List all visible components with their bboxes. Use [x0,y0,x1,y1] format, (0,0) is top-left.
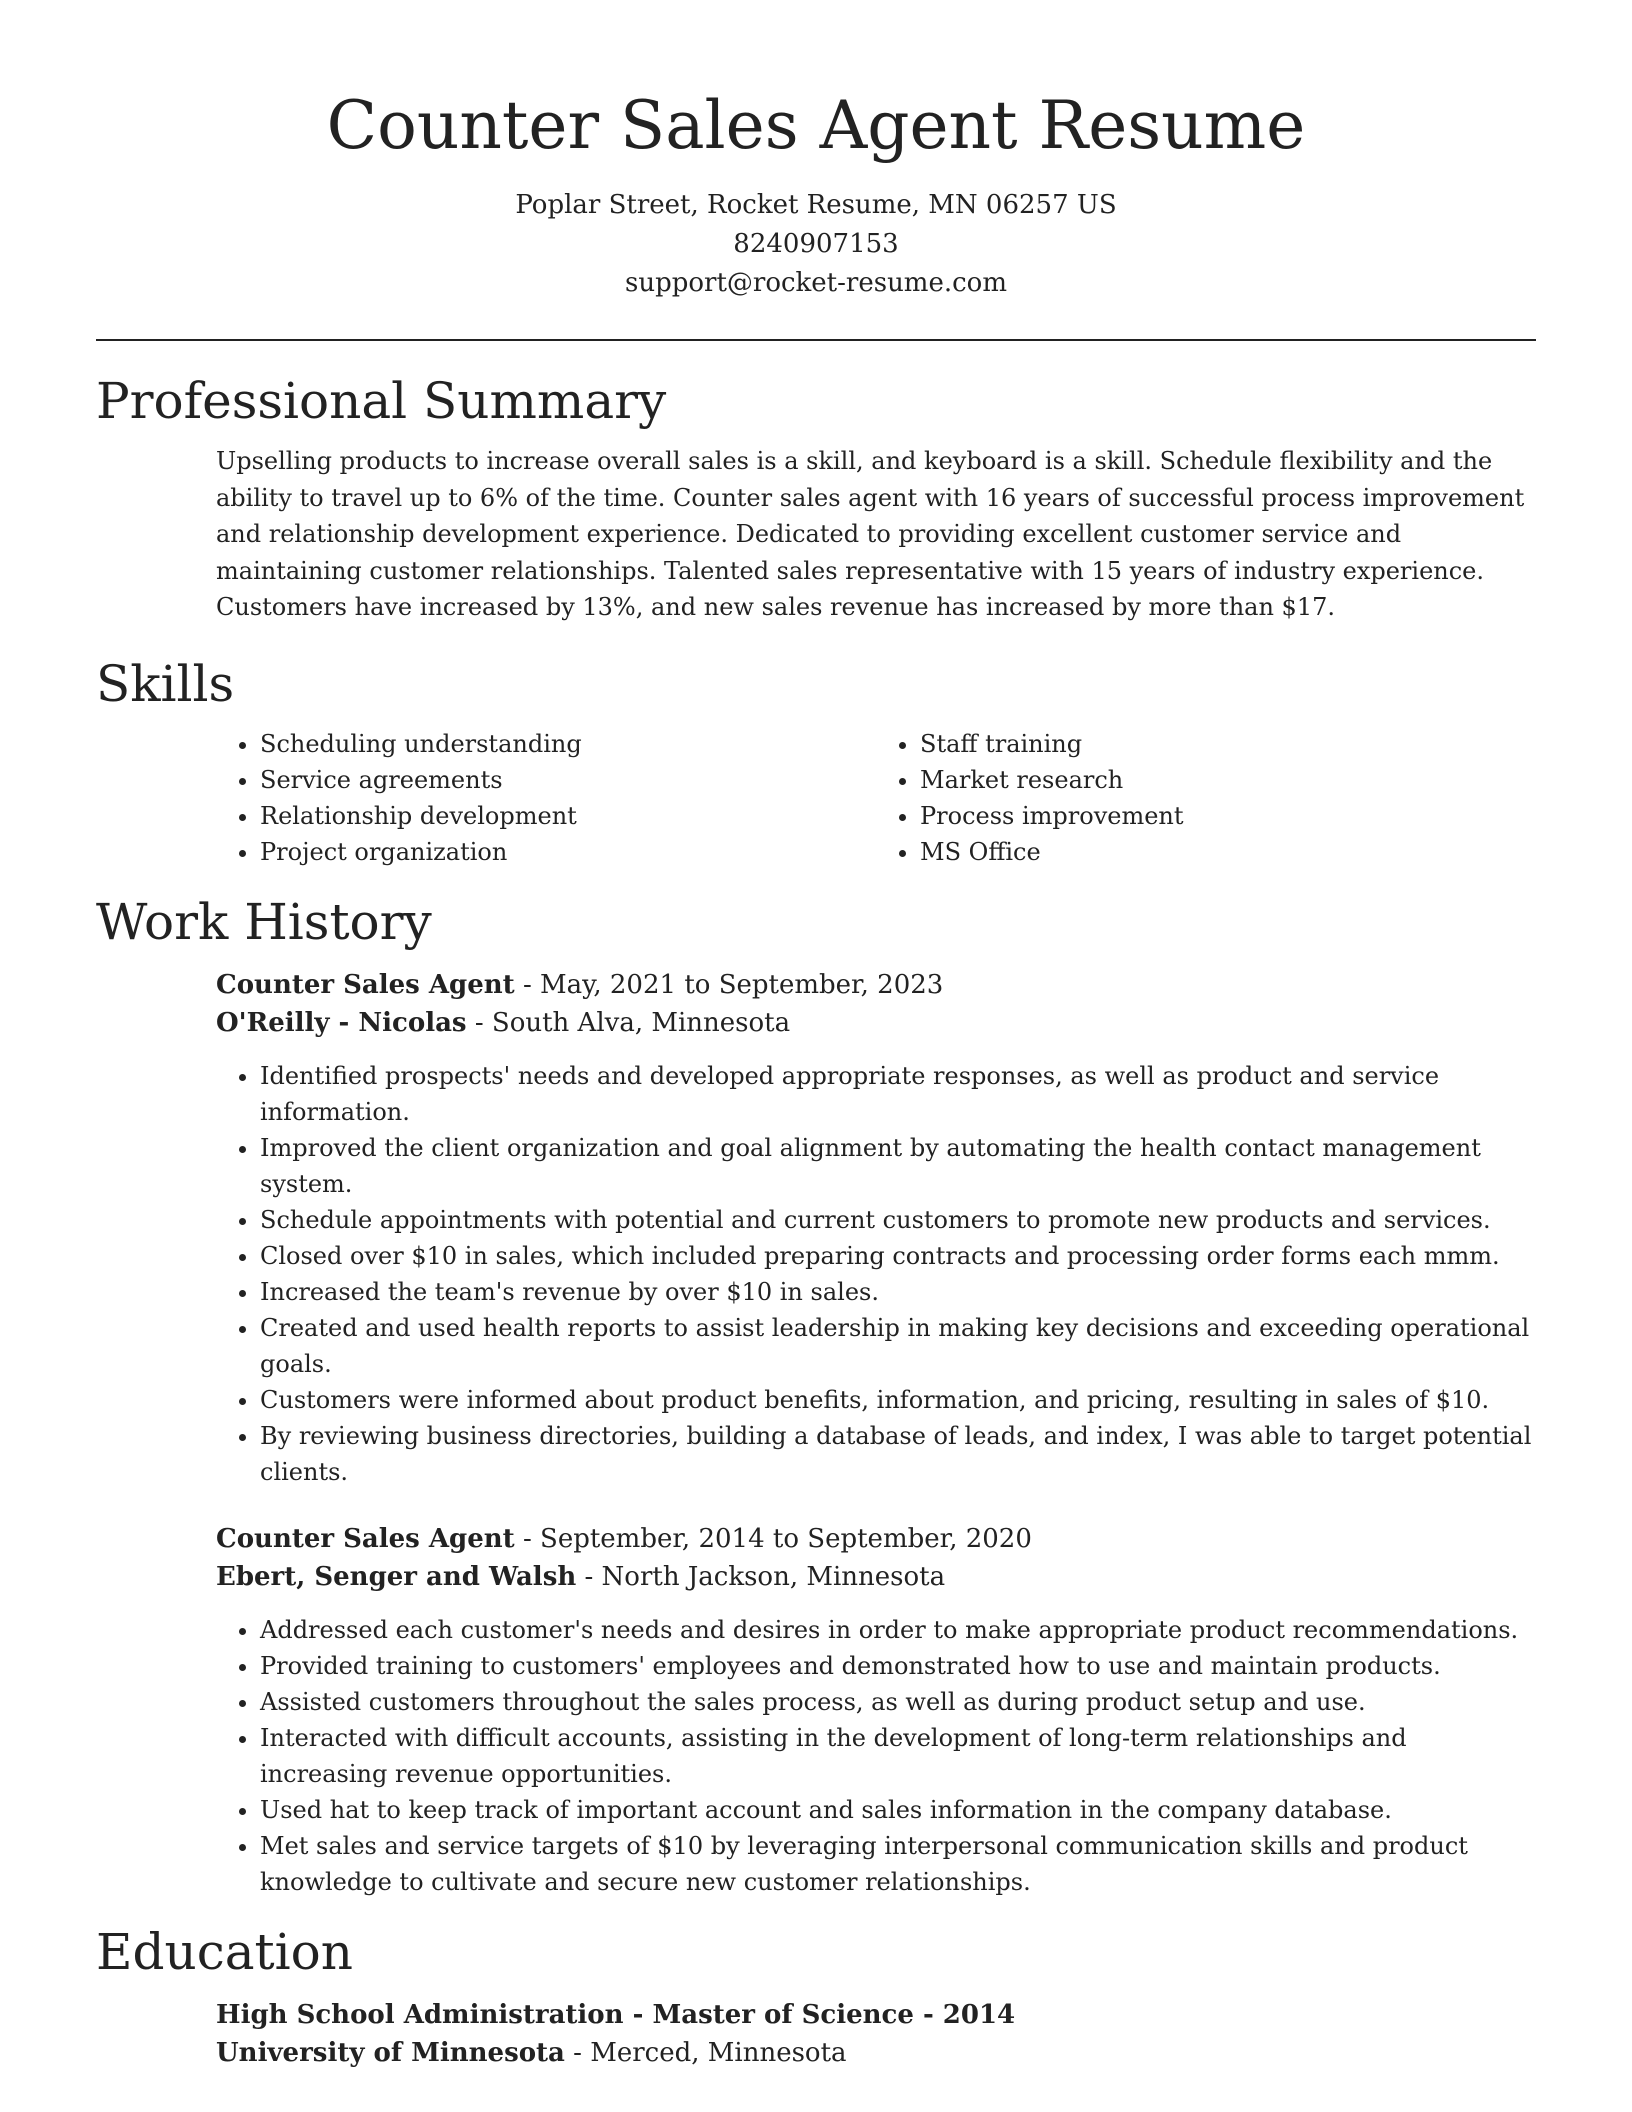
education-location: - Merced, Minnesota [564,2037,847,2068]
skill-item: • Scheduling understanding [260,726,876,762]
summary-section [96,371,1536,626]
job-bullet: • Identified prospects' needs and developed appropriate responses, as well as product and service information. [260,1058,1536,1130]
skill-item: • Project organization [260,834,876,870]
skills-heading: Skills [96,654,235,713]
job-bullet: • Used hat to keep track of important account and sales information in the company database. [260,1792,1536,1828]
resume-header [96,0,1536,303]
phone-number: 8240907153 [733,229,899,259]
job-dates: - September, 2014 to September, 2020 [514,1523,1032,1554]
skills-columns [216,726,1536,870]
job-bullet: • Increased the team's revenue by over $10 in sales. [260,1274,1536,1310]
education-degree: High School Administration - Master of Science - 2014 [216,1999,1016,2030]
job-bullets [216,1058,1536,1490]
skills-list-right [876,726,1536,870]
job-company-line [216,1004,1536,1042]
skills-list-left [216,726,876,870]
job-bullets [216,1612,1536,1900]
job-title: Counter Sales Agent [216,1523,515,1554]
job-entry [216,1520,1536,1900]
skill-item: • Relationship development [260,798,876,834]
job-entry [216,966,1536,1490]
job-bullet: • By reviewing business directories, building a database of leads, and index, I was able to target potential clients. [260,1418,1536,1490]
summary-text: Upselling products to increase overall sales is a skill, and keyboard is a skill. Schedule flexibility and the ability to travel up to 6% of the time. Counter sales agent with 16 years of successful process improvement and relationship development experience. Dedicated to providing excellent customer service and maintaining customer relationships. Talented sales representative with 15 years of industry experience. Customers have increased by 13%, and new sales revenue has increased by more than $17. [216,447,1525,621]
job-bullet: • Created and used health reports to assist leadership in making key decisions and exceeding operational goals. [260,1310,1536,1382]
skill-item: • Market research [920,762,1536,798]
skill-item: • Process improvement [920,798,1536,834]
job-bullet: • Closed over $10 in sales, which included preparing contracts and processing order forms each mmm. [260,1238,1536,1274]
job-company-line [216,1558,1536,1596]
education-degree-line [216,1996,1536,2034]
education-school-line [216,2034,1536,2072]
education-heading: Education [96,1922,353,1981]
job-title-line [216,1520,1536,1558]
address: Poplar Street, Rocket Resume, MN 06257 US [515,190,1117,220]
skill-item: • Service agreements [260,762,876,798]
job-location: - South Alva, Minnesota [466,1007,791,1038]
job-company: Ebert, Senger and Walsh [216,1561,577,1592]
job-bullet: • Improved the client organization and goal alignment by automating the health contact management system. [260,1130,1536,1202]
resume-title: Counter Sales Agent Resume [326,87,1306,164]
skill-item: • Staff training [920,726,1536,762]
job-bullet: • Schedule appointments with potential and current customers to promote new products and services. [260,1202,1536,1238]
summary-heading: Professional Summary [96,372,667,430]
skill-item: • MS Office [920,834,1536,870]
job-bullet: • Interacted with difficult accounts, assisting in the development of long-term relationships and increasing revenue opportunities. [260,1720,1536,1792]
job-company: O'Reilly - Nicolas [216,1007,467,1038]
work-history-heading: Work History [96,892,432,951]
header-divider [96,339,1536,341]
job-bullet: • Met sales and service targets of $10 by leveraging interpersonal communication skills and product knowledge to cultivate and secure new customer relationships. [260,1828,1536,1900]
job-location: - North Jackson, Minnesota [576,1561,946,1592]
job-title-line [216,966,1536,1004]
skills-section [96,654,1536,870]
job-bullet: • Addressed each customer's needs and desires in order to make appropriate product recommendations. [260,1612,1536,1648]
job-dates: - May, 2021 to September, 2023 [514,969,944,1000]
email-address: support@rocket-resume.com [624,268,1007,298]
job-bullet: • Assisted customers throughout the sales process, as well as during product setup and use. [260,1684,1536,1720]
contact-info [96,186,1536,303]
resume-page [96,0,1536,2072]
education-entry [216,1996,1536,2072]
education-school: University of Minnesota [216,2037,565,2068]
job-bullet: • Provided training to customers' employees and demonstrated how to use and maintain products. [260,1648,1536,1684]
job-title: Counter Sales Agent [216,969,515,1000]
job-bullet: • Customers were informed about product benefits, information, and pricing, resulting in sales of $10. [260,1382,1536,1418]
work-history-section [96,892,1536,1900]
education-section [96,1922,1536,2072]
